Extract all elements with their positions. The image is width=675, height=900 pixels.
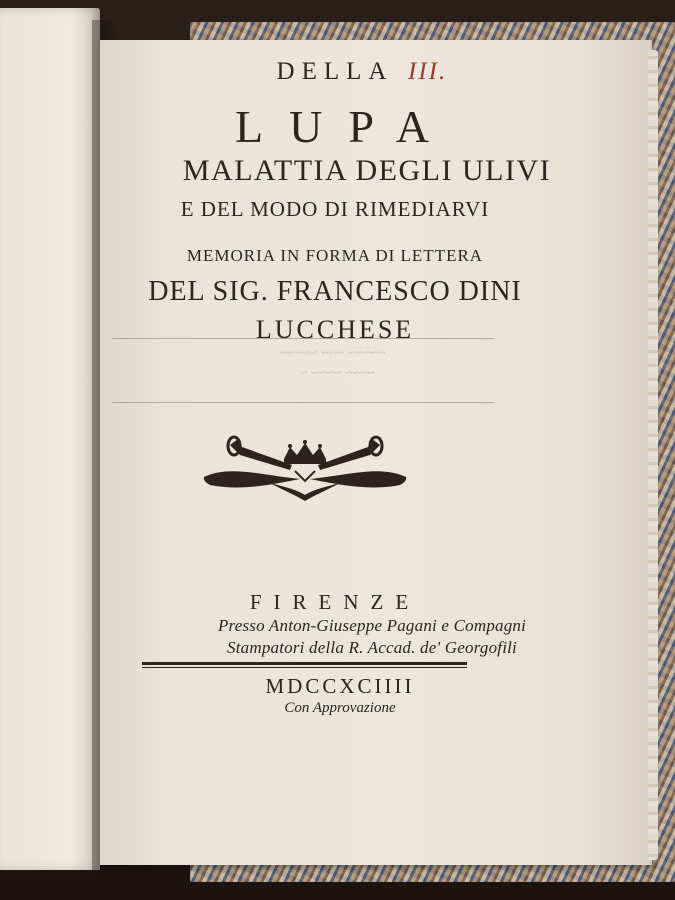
trumpets-and-crown-ornament-icon bbox=[200, 435, 410, 505]
subtitle-disease: MALATTIA DEGLI ULIVI bbox=[182, 154, 552, 187]
volume-number: III. bbox=[408, 58, 448, 85]
show-through-text-1: ~~~~~ ~~~ ~~~~~ bbox=[280, 346, 386, 361]
double-rule-thin bbox=[142, 667, 467, 668]
origin-line: LUCCHESE bbox=[255, 315, 415, 344]
della-heading: DELLA bbox=[276, 58, 394, 85]
subtitle-remedy: E DEL MODO DI RIMEDIARVI bbox=[180, 197, 490, 221]
printer-line-2: Stampatori della R. Accad. de' Georgofili bbox=[227, 638, 517, 657]
author-line: DEL SIG. FRANCESCO DINI bbox=[148, 276, 522, 307]
approval-line: Con Approvazione bbox=[284, 700, 396, 716]
title-page bbox=[100, 40, 652, 865]
year-line: MDCCXCIIII bbox=[265, 674, 415, 698]
printer-line-1: Presso Anton-Giuseppe Pagani e Compagni bbox=[217, 616, 527, 635]
city-line: FIRENZE bbox=[249, 590, 421, 614]
show-through-rule-top bbox=[112, 338, 494, 339]
deckled-page-edge bbox=[648, 50, 658, 860]
show-through-rule-bottom bbox=[112, 402, 494, 403]
show-through-text-2: ~~~~ ~~~~ ~ bbox=[300, 366, 376, 381]
double-rule-thick bbox=[142, 662, 467, 665]
main-title: LUPA bbox=[235, 101, 455, 152]
form-line: MEMORIA IN FORMA DI LETTERA bbox=[186, 246, 484, 265]
